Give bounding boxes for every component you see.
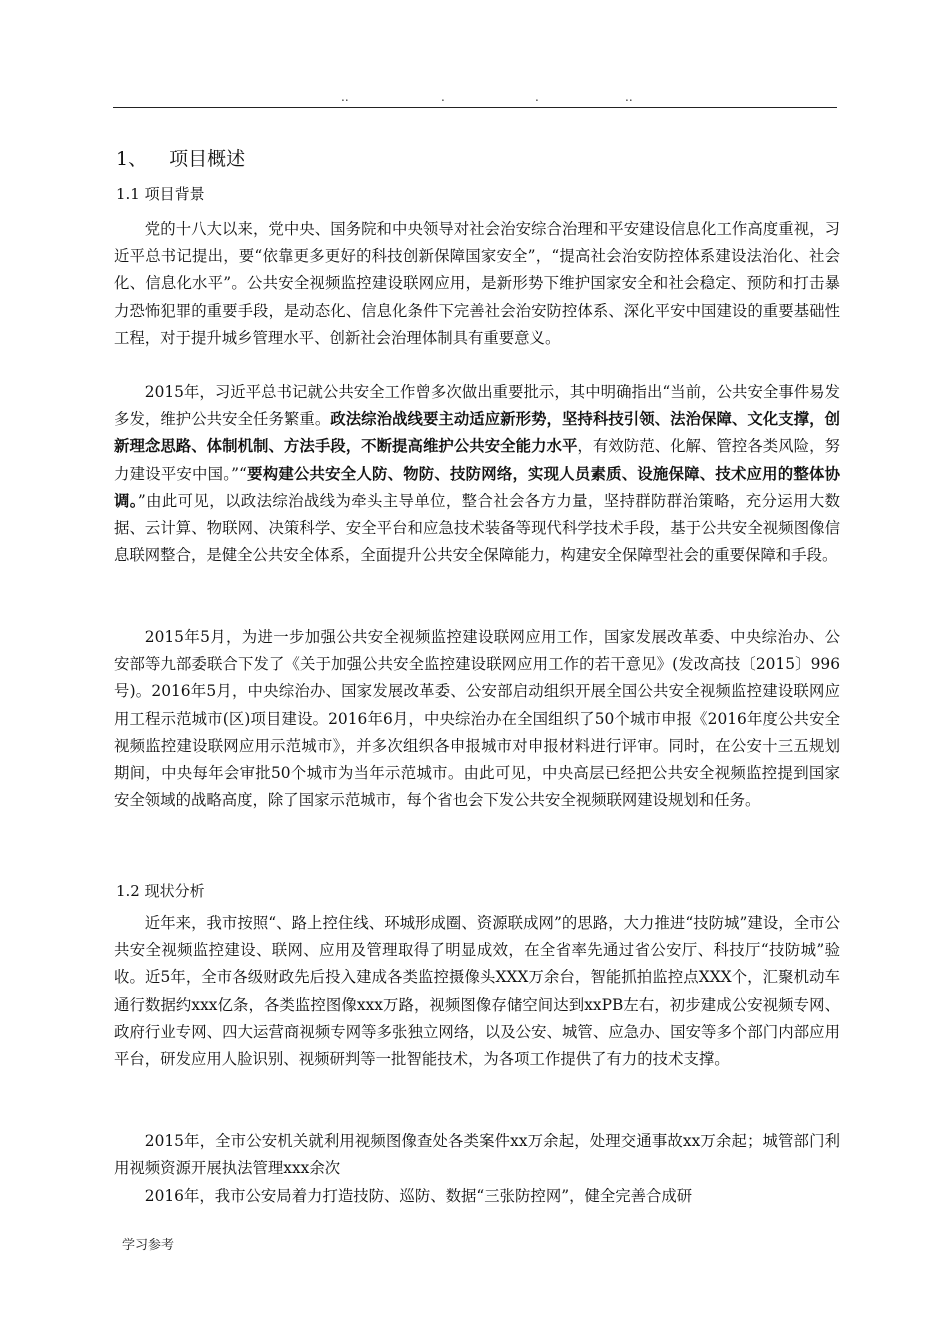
section-1-number: 1、: [116, 148, 148, 170]
section-1-1-heading: 1.1 项目背景: [116, 185, 205, 203]
header-dot-3: .: [535, 90, 539, 104]
background-paragraph-2: [114, 379, 840, 569]
page-footer: 学习参考: [122, 1238, 175, 1253]
header-dot-2: .: [441, 90, 445, 104]
section-1-heading: [116, 146, 245, 172]
background-paragraph-3: 2015年5月，为进一步加强公共安全视频监控建设联网应用工作，国家发展改革委、中央综治办、公安部等九部委联合下发了《关于加强公共安全监控建设联网应用工作的若干意见》(发改高技〔2015〕996号)。2016年5月，中央综治办、国家发展改革委、公安部启动组织开展全国公共安全视频监控建设联网应用工程示范城市(区)项目建设。2016年6月，中央综治办在全国组织了50个城市申报《2016年度公共安全视频监控建设联网应用示范城市》，并多次组织各申报城市对申报材料进行评审。同时，在公安十三五规划期间，中央每年会审批50个城市为当年示范城市。由此可见，中央高层已经把公共安全视频监控提到国家安全领域的战略高度，除了国家示范城市，每个省也会下发公共安全视频联网建设规划和任务。: [114, 628, 840, 810]
p2-text-a: 2015年，习近平总书记就公共安全工作曾多次做出重要批示，其中明确指出“当前，公共安全事件易发多发，维护公共安全任务繁重。: [114, 383, 840, 429]
p2-bold-b: 政法综治战线要主动适应新形势，坚持科技引领、法治保障、文化支撑，创新理念思路、体制机制、方法手段，不断提高维护公共安全能力水平: [114, 410, 840, 456]
status-paragraph-1: 近年来，我市按照“、路上控住线、环城形成圈、资源联成网”的思路，大力推进“技防城”建设，全市公共安全视频监控建设、联网、应用及管理取得了明显成效，在全省率先通过省公安厅、科技厅“技防城”验收。近5年，全市各级财政先后投入建成各类监控摄像头XXX万余台，智能抓拍监控点XXX个，汇聚机动车通行数据约xxx亿条，各类监控图像xxx万路，视频图像存储空间达到xxPB左右，初步建成公安视频专网、政府行业专网、四大运营商视频专网等多张独立网络，以及公安、城管、应急办、国安等多个部门内部应用平台，研发应用人脸识别、视频研判等一批智能技术，为各项工作提供了有力的技术支撑。: [114, 914, 840, 1069]
p2-text-c: ，有效防范、化解、管控各类风险，努力建设平安中国。”“: [114, 437, 840, 483]
header-dot-4: ..: [625, 90, 633, 104]
status-paragraph-3: 2016年，我市公安局着力打造技防、巡防、数据“三张防控网”，健全完善合成研: [144, 1187, 693, 1205]
p2-bold-d: 要构建公共安全人防、物防、技防网络，实现人员素质、设施保障、技术应用的整体协调。: [114, 464, 840, 510]
p2-text-e: ”由此可见，以政法综治战线为牵头主导单位，整合社会各方力量，坚持群防群治策略，充分运用大数据、云计算、物联网、决策科学、安全平台和应急技术装备等现代科学技术手段，基于公共安全视频图像信息联网整合，是健全公共安全体系，全面提升公共安全保障能力，构建安全保障型社会的重要保障和手段。: [114, 491, 840, 565]
page-header-dots: [113, 90, 837, 104]
header-rule: [113, 107, 837, 108]
background-paragraph-1: 党的十八大以来，党中央、国务院和中央领导对社会治安综合治理和平安建设信息化工作高度重视，习近平总书记提出，要“依靠更多更好的科技创新保障国家安全”，“提高社会治安防控体系建设法治化、社会化、信息化水平”。公共安全视频监控建设联网应用，是新形势下维护国家安全和社会稳定、预防和打击暴力恐怖犯罪的重要手段，是动态化、信息化条件下完善社会治安防控体系、深化平安中国建设的重要基础性工程，对于提升城乡管理水平、创新社会治理体制具有重要意义。: [114, 220, 840, 347]
section-1-title: 项目概述: [169, 148, 246, 170]
header-dot-1: ..: [341, 90, 349, 104]
section-1-2-heading: 1.2 现状分析: [116, 882, 205, 900]
status-paragraph-2: 2015年，全市公安机关就利用视频图像查处各类案件xx万余起，处理交通事故xx万余起；城管部门利用视频资源开展执法管理xxx余次: [114, 1132, 840, 1178]
